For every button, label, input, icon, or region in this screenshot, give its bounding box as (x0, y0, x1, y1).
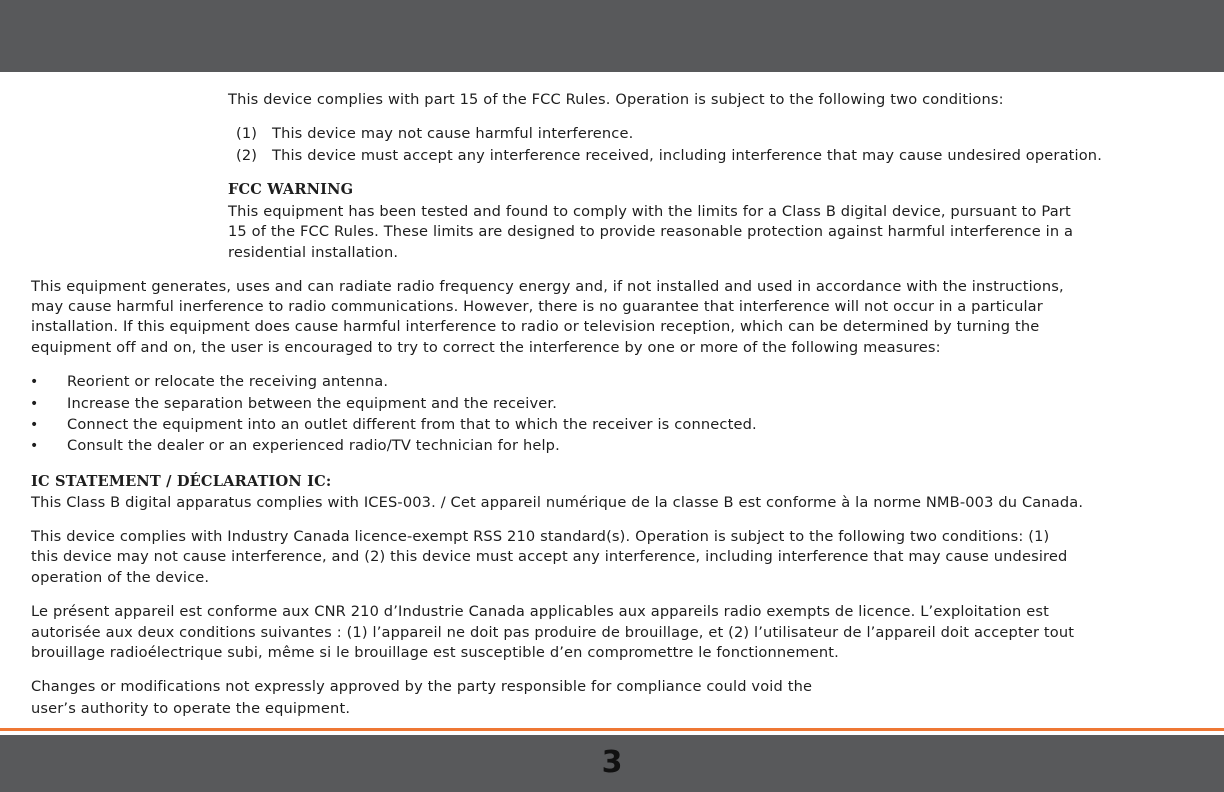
ic-english-line: operation of the device. (31, 569, 210, 586)
ic-english-line: this device may not cause interference, and (2) this device must accept any interference, including interference that may cause undesired (31, 548, 1068, 565)
bullet-icon: • (30, 374, 39, 390)
measure-text: Increase the separation between the equipment and the receiver. (67, 395, 558, 412)
generates-line: equipment off and on, the user is encouraged to try to correct the interference by one or more of the following measures: (31, 339, 941, 356)
generates-line: This equipment generates, uses and can radiate radio frequency energy and, if not installed and used in accordance with the instructions, (31, 278, 1064, 295)
accent-divider (0, 728, 1224, 731)
fcc-warning-line: This equipment has been tested and found to comply with the limits for a Class B digital device, pursuant to Part (228, 203, 1071, 220)
page-number: 3 (601, 745, 623, 780)
condition-number: (1) (236, 125, 258, 142)
condition-text: This device must accept any interference received, including interference that may cause undesired operation. (272, 147, 1103, 164)
header-bar (0, 0, 1224, 72)
bullet-icon: • (30, 438, 39, 454)
ic-english-line: This device complies with Industry Canada licence-exempt RSS 210 standard(s). Operation is subject to the following two conditions: (1) (31, 528, 1050, 545)
ic-class-b: This Class B digital apparatus complies with ICES-003. / Cet appareil numérique de la classe B est conforme à la norme NMB-003 du Canada. (31, 494, 1084, 511)
ic-french-line: brouillage radioélectrique subi, même si le brouillage est susceptible d’en compromettre le fonctionnement. (31, 644, 839, 661)
bullet-icon: • (30, 417, 39, 433)
ic-title: IC STATEMENT / DÉCLARATION IC: (31, 473, 332, 490)
measure-text: Connect the equipment into an outlet different from that to which the receiver is connected. (67, 416, 757, 433)
ic-french-line: Le présent appareil est conforme aux CNR 210 d’Industrie Canada applicables aux appareils radio exempts de licence. L’exploitation est (31, 603, 1049, 620)
fcc-warning-line: residential installation. (228, 244, 399, 261)
generates-line: may cause harmful inerference to radio communications. However, there is no guarantee that interference will not occur in a particular (31, 298, 1043, 315)
changes-line: user’s authority to operate the equipment. (31, 700, 351, 717)
generates-line: installation. If this equipment does cause harmful interference to radio or television reception, which can be determined by turning the (31, 318, 1040, 335)
fcc-warning-line: 15 of the FCC Rules. These limits are designed to provide reasonable protection against harmful interference in a (228, 223, 1074, 240)
changes-line: Changes or modifications not expressly approved by the party responsible for compliance could void the (31, 678, 813, 695)
measure-text: Reorient or relocate the receiving antenna. (67, 373, 389, 390)
measure-text: Consult the dealer or an experienced radio/TV technician for help. (67, 437, 560, 454)
bullet-icon: • (30, 396, 39, 412)
condition-number: (2) (236, 147, 258, 164)
condition-text: This device may not cause harmful interference. (272, 125, 634, 142)
fcc-intro: This device complies with part 15 of the FCC Rules. Operation is subject to the following two conditions: (228, 91, 1004, 108)
fcc-warning-title: FCC WARNING (228, 181, 354, 198)
footer-bar (0, 735, 1224, 792)
ic-french-line: autorisée aux deux conditions suivantes : (1) l’appareil ne doit pas produire de brouillage, et (2) l’utilisateur de l’appareil doit accepter tout (31, 624, 1075, 641)
